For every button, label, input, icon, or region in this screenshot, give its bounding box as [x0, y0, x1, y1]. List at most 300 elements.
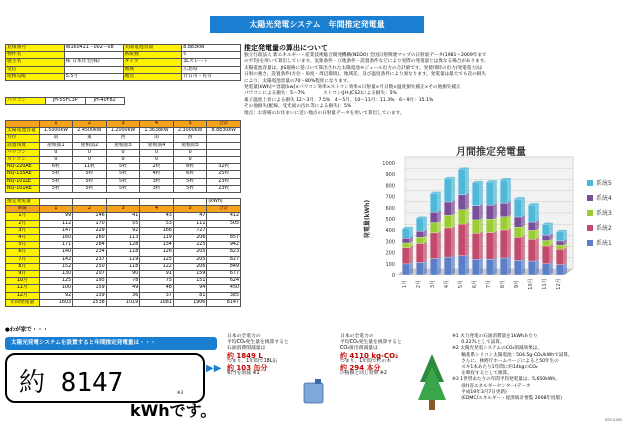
month-cell: 849 — [207, 263, 241, 270]
spec-cell: 5枚 — [39, 171, 73, 178]
bar-side-系統2 — [452, 226, 455, 257]
bar-segment-系統3 — [500, 217, 508, 230]
spec-cell: 5枚 — [73, 178, 107, 185]
bar-side-系統2 — [564, 247, 567, 265]
bar-side-系統2 — [480, 231, 483, 259]
bar-segment-系統1 — [486, 259, 494, 275]
month-cell: 225 — [173, 242, 207, 249]
spec-cell: 4枚 — [140, 171, 174, 178]
spec-header-cell: 3 — [106, 121, 140, 128]
co2-line-4: つまり、1年間で杉の木 — [340, 358, 392, 364]
info-value: 5 — [182, 52, 241, 59]
month-sub-cell: 4 — [140, 206, 174, 213]
info-value: 廿日市・佐方 — [182, 73, 241, 80]
spec-cell: NQ-101RE — [6, 185, 40, 192]
bar-side-系統4 — [480, 204, 483, 220]
info-label: 地域 — [123, 66, 182, 73]
bar-segment-系統3 — [430, 223, 438, 233]
bar-segment-系統3 — [416, 237, 424, 243]
explanation-line: パワコンによる損失：5〜7% ストコン(JH-JCS2)による損失：5% — [244, 91, 397, 97]
month-cell: 8月 — [6, 263, 40, 270]
bar-side-系統5 — [452, 177, 455, 202]
x-tick-label: 11月 — [542, 278, 548, 290]
pc-table — [5, 97, 125, 105]
month-cell: 91 — [140, 271, 174, 278]
legend-label: 系統3 — [596, 210, 612, 217]
bar-side-系統2 — [410, 246, 413, 264]
bar-segment-系統4 — [416, 231, 424, 237]
spec-cell: 屋根面3 — [106, 142, 140, 149]
month-cell: 229 — [73, 227, 107, 234]
spec-table — [5, 120, 241, 193]
monthly-table — [5, 198, 241, 307]
spec-header-cell: 2 — [73, 121, 107, 128]
month-cell: 624 — [207, 278, 241, 285]
spec-cell: 南 — [140, 135, 174, 142]
explanation-line: 独立行政法人 新エネルギー・産業技術総合開発機構(NEDO) 全国日射関連マップの日射量データ(1981〜2009年まで — [244, 53, 487, 58]
bar-side-系統4 — [438, 210, 441, 222]
spec-cell: 5枚 — [106, 185, 140, 192]
footnote-line: 軸基系シリコン太陽電池 : 504.5g-CO₂/kWhで試算。 — [452, 352, 573, 358]
oil-count: 約 103 缶分 — [227, 364, 268, 373]
month-cell: 151 — [173, 278, 207, 285]
month-cell: 142 — [39, 256, 73, 263]
legend-swatch — [587, 210, 593, 216]
month-sub-cell: 合計 — [207, 206, 241, 213]
month-cell: 81 — [173, 292, 207, 299]
spec-cell: 1.5000kW — [39, 128, 73, 135]
bar-side-系統1 — [494, 257, 497, 275]
bar-segment-系統4 — [444, 202, 452, 215]
bar-side-系統1 — [452, 255, 455, 275]
month-cell: 118 — [106, 263, 140, 270]
month-total-cell: 1019 — [106, 299, 140, 306]
bar-side-系統5 — [466, 167, 469, 194]
footnote-line: (EDMC/エネルギー・経済統計要覧 2008年度版) — [452, 396, 562, 402]
bar-segment-系統5 — [416, 218, 424, 231]
month-sub-cell: 5 — [173, 206, 207, 213]
month-cell: 857 — [207, 235, 241, 242]
bar-segment-系統4 — [556, 241, 564, 245]
bar-segment-系統4 — [430, 212, 438, 222]
bar-segment-系統2 — [416, 243, 424, 262]
bar-segment-系統3 — [514, 227, 522, 237]
month-cell: 152 — [39, 263, 73, 270]
month-cell: 75 — [140, 278, 174, 285]
month-sub-cell: 3 — [106, 206, 140, 213]
month-cell: 37 — [140, 292, 174, 299]
oil-line-4: つまり、1年間で18L缶 — [227, 358, 278, 364]
bar-side-系統1 — [522, 258, 525, 275]
spec-cell: 5枚 — [73, 171, 107, 178]
oil-can-icon — [301, 378, 327, 404]
month-cell: 47 — [173, 213, 207, 220]
bar-side-系統2 — [424, 241, 427, 262]
x-tick-label: 12月 — [556, 278, 562, 290]
spec-cell: 1.2000kW — [106, 128, 140, 135]
spec-cell: NQ-101LE — [6, 178, 40, 185]
month-cell: 237 — [73, 256, 107, 263]
x-tick-label: 7月 — [486, 279, 492, 289]
spec-cell: 屋根面4 — [140, 142, 174, 149]
month-cell: 677 — [207, 271, 241, 278]
spec-cell: 3枚 — [140, 185, 174, 192]
info-value: 5.5寸 — [64, 73, 123, 80]
annual-value — [19, 362, 123, 399]
value-prefix: 約 — [19, 368, 46, 398]
spec-header-cell: 合計 — [207, 121, 241, 128]
bar-segment-系統1 — [402, 264, 410, 275]
legend-swatch — [587, 225, 593, 231]
spec-cell: 32枚 — [207, 164, 241, 171]
month-cell: 49 — [106, 285, 140, 292]
bar-side-系統1 — [508, 256, 511, 275]
bar-side-系統5 — [508, 178, 511, 203]
spec-cell: 西 — [173, 135, 207, 142]
explanation-line: 日射の強さ、設置条件(方位・角度・周辺環境)、地域差、及び温度条件により異なります。発電量は最大でも次の損失 — [244, 72, 486, 78]
pc-model-2: JH-40FB2 — [85, 98, 125, 105]
month-cell: 113 — [106, 235, 140, 242]
bar-segment-系統2 — [542, 246, 550, 264]
value-number: 8147 — [60, 368, 124, 398]
bar-segment-系統5 — [444, 179, 452, 202]
explanation-line: 発電量[kWh]＝容量[kw]×パワコン効率×ストコン効率×日射量×月日数×温度損失補正×その他損失補正 — [244, 85, 461, 91]
month-cell: 125 — [140, 256, 174, 263]
month-cell: 126 — [140, 249, 174, 256]
spec-cell: 方位 — [6, 135, 40, 142]
x-tick-label: 5月 — [458, 279, 464, 289]
month-cell: 385 — [207, 292, 241, 299]
info-label: 系統数 — [123, 52, 182, 59]
bar-side-系統4 — [494, 203, 497, 219]
month-cell: 90 — [106, 271, 140, 278]
bar-segment-系統5 — [458, 169, 466, 194]
y-tick-label: 700 — [385, 194, 395, 201]
y-tick-label: 1000 — [382, 161, 395, 167]
co2-amount: 約 4110 kg-CO₂ — [340, 351, 399, 360]
bar-segment-系統2 — [486, 233, 494, 260]
month-cell: 2月 — [6, 220, 40, 227]
spec-cell: 東 — [73, 135, 107, 142]
month-cell: 505 — [207, 220, 241, 227]
bar-segment-系統4 — [486, 205, 494, 219]
bar-segment-系統1 — [500, 258, 508, 275]
legend-swatch — [587, 180, 593, 186]
month-cell: 92 — [106, 227, 140, 234]
bar-side-系統1 — [480, 257, 483, 275]
info-value: W160421－002－08 — [64, 45, 123, 52]
spec-cell: 0 — [73, 149, 107, 156]
bar-segment-系統3 — [542, 241, 550, 246]
month-header-cell: 推定発電量 — [6, 199, 40, 206]
month-cell: 942 — [207, 242, 241, 249]
info-label: 地点 — [123, 73, 182, 80]
month-cell: 119 — [140, 235, 174, 242]
month-cell: 171 — [39, 242, 73, 249]
month-cell: 10月 — [6, 278, 40, 285]
spec-cell: 屋根面5 — [173, 142, 207, 149]
bar-side-系統2 — [508, 228, 511, 258]
x-tick-label: 1月 — [402, 279, 408, 289]
oil-amount: 約 1849 L — [227, 351, 263, 360]
month-cell: 112 — [39, 220, 73, 227]
footnotes — [452, 334, 630, 402]
pc-model-1: JH-55FC3P — [46, 98, 86, 105]
spec-cell: 5枚 — [73, 185, 107, 192]
month-cell: 147 — [39, 227, 73, 234]
y-tick-label: 100 — [385, 261, 395, 268]
info-value: 8.883kW — [182, 45, 241, 52]
month-cell: 206 — [173, 263, 207, 270]
bar-segment-系統5 — [402, 229, 410, 238]
bar-side-系統5 — [424, 216, 427, 231]
y-tick-label: 400 — [385, 228, 395, 235]
spec-cell: 11枚 — [73, 164, 107, 171]
footnote-line: (財)省エネルギーセンター(データ — [452, 383, 531, 389]
month-cell: 11月 — [6, 285, 40, 292]
bar-segment-系統3 — [556, 245, 564, 249]
tree-icon — [416, 352, 448, 412]
y-axis-label: 発電量(kWh) — [364, 199, 371, 239]
oil-saving-box — [227, 334, 329, 414]
bar-segment-系統2 — [556, 249, 564, 265]
bar-side-系統1 — [536, 259, 539, 275]
month-total-cell: 2538 — [73, 299, 107, 306]
x-tick-label: 10月 — [528, 278, 534, 290]
y-tick-label: 800 — [385, 183, 395, 190]
y-tick-label: 0 — [391, 273, 395, 279]
spec-cell: 0 — [106, 157, 140, 164]
bar-segment-系統1 — [472, 259, 480, 275]
footnote-line: 0.227Lとして試算。 — [452, 340, 505, 346]
y-tick-label: 500 — [385, 217, 395, 223]
monthly-chart — [355, 141, 627, 308]
explanation-line: 太陽電池容量は、JIS規格に基づいて算出された太陽電池モジュール出力の合計値です。実使用時の出力(発電電力)は — [244, 65, 483, 71]
spec-cell: 南 — [39, 135, 73, 142]
month-cell: 92 — [39, 292, 73, 299]
spec-cell: 2.4500kW — [73, 128, 107, 135]
bar-segment-系統1 — [514, 260, 522, 275]
note-ref: ※3 — [177, 390, 183, 395]
bar-segment-系統4 — [472, 206, 480, 220]
oil-line-3: 石油消費削減量は — [227, 346, 266, 352]
info-label: タイプ — [123, 59, 182, 66]
month-cell: 146 — [73, 213, 107, 220]
section-title: 推定発電量の算出について — [244, 44, 328, 52]
bar-side-系統1 — [564, 263, 567, 275]
month-sub-cell: 2 — [73, 206, 107, 213]
month-cell: 234 — [73, 249, 107, 256]
bar-segment-系統2 — [472, 233, 480, 259]
bar-segment-系統3 — [472, 220, 480, 233]
month-cell: 43 — [140, 213, 174, 220]
spec-cell: 5枚 — [106, 178, 140, 185]
month-header-cell — [73, 199, 107, 206]
info-value: 広島県 — [182, 66, 241, 73]
legend-label: 系統2 — [596, 225, 612, 232]
month-cell: 6月 — [6, 249, 40, 256]
month-cell: 130 — [39, 271, 73, 278]
bar-side-系統3 — [452, 213, 455, 228]
version-code: SSY-0-WS — [605, 418, 622, 422]
x-tick-label: 9月 — [514, 279, 520, 289]
co2-saving-box — [340, 334, 448, 414]
month-cell: 118 — [106, 249, 140, 256]
month-total-cell: 1081 — [140, 299, 174, 306]
month-cell: 134 — [140, 242, 174, 249]
month-cell: 7月 — [6, 256, 40, 263]
month-cell: 53 — [140, 220, 174, 227]
info-table — [5, 44, 241, 81]
info-value — [64, 52, 123, 59]
annual-value-box — [5, 353, 205, 403]
spec-cell: パワコン — [6, 149, 40, 156]
month-cell: 195 — [73, 278, 107, 285]
legend-swatch — [587, 195, 593, 201]
x-tick-label: 2月 — [416, 279, 422, 289]
bar-side-系統1 — [410, 262, 413, 275]
month-total-cell: 8147 — [207, 299, 241, 306]
y-tick-label: 900 — [385, 172, 395, 179]
spec-cell: 8枚 — [173, 164, 207, 171]
bar-side-系統1 — [550, 262, 553, 275]
spec-cell: 6枚 — [173, 171, 207, 178]
spec-cell: 0 — [39, 157, 73, 164]
bar-side-系統4 — [466, 193, 469, 210]
info-label: 受信 — [6, 66, 65, 73]
legend-swatch — [587, 240, 593, 246]
footnote-line: スギ1本あたり1年間に約14kgのCO₂ — [452, 365, 538, 371]
spec-cell: 5枚 — [106, 171, 140, 178]
spec-cell: 0 — [106, 149, 140, 156]
month-cell: 125 — [39, 278, 73, 285]
info-label: 施主名 — [6, 59, 65, 66]
bar-segment-系統5 — [514, 199, 522, 217]
month-cell: 1月 — [6, 213, 40, 220]
explanation-line: の平均)を用いて算出しています。気象条件・立地条件・設置条件などにより実際の発電量とは異なる場合があります。 — [244, 59, 489, 65]
bar-segment-系統2 — [528, 239, 536, 261]
bar-segment-系統1 — [416, 262, 424, 275]
spec-cell: 西 — [106, 135, 140, 142]
y-tick-label: 300 — [385, 239, 395, 246]
spec-cell: 0 — [39, 149, 73, 156]
spec-cell: 太陽電池容量 — [6, 128, 40, 135]
spec-cell: NQ-220AE — [6, 164, 40, 171]
arrow-icon: ▶▶ — [206, 363, 222, 374]
bar-side-系統5 — [494, 180, 497, 205]
explanation-text — [244, 53, 628, 117]
month-cell: 119 — [106, 256, 140, 263]
bar-segment-系統2 — [500, 230, 508, 258]
spec-cell: 0 — [140, 157, 174, 164]
bar-segment-系統4 — [528, 222, 536, 230]
month-cell: 139 — [73, 292, 107, 299]
month-cell: 205 — [173, 249, 207, 256]
spec-cell: 6枚 — [39, 164, 73, 171]
bar-side-系統2 — [466, 222, 469, 256]
bar-segment-系統5 — [556, 232, 564, 241]
co2-line-2: 平均CO₂発生量を換算すると — [340, 340, 402, 346]
bar-side-系統2 — [438, 231, 441, 259]
spec-cell: 5枚 — [39, 178, 73, 185]
bar-side-系統3 — [438, 221, 441, 233]
spec-header-cell: 1 — [39, 121, 73, 128]
footnote-line: ※2 太陽光発電システムのCO₂削減効果は、 — [452, 346, 542, 352]
co2-line-3: CO₂排出削減量は — [340, 346, 378, 352]
info-label: 見積番号 — [6, 45, 65, 52]
spec-cell: 2.3000kW — [173, 128, 207, 135]
bar-segment-系統3 — [458, 210, 466, 224]
spec-cell: 設置角度 — [6, 142, 40, 149]
bar-side-系統4 — [522, 215, 525, 227]
y-tick-label: 600 — [385, 205, 395, 212]
bar-segment-系統1 — [542, 264, 550, 275]
month-cell — [207, 227, 241, 234]
month-sub-cell: 系統 — [6, 206, 40, 213]
bar-segment-系統2 — [514, 237, 522, 260]
bar-side-系統2 — [522, 235, 525, 260]
bar-side-系統3 — [480, 218, 483, 233]
month-cell: 99 — [39, 213, 73, 220]
bar-segment-系統1 — [430, 259, 438, 275]
footnote-line: ※3 1世帯あたりの年間平均発電量は、5,650kWh。 — [452, 377, 560, 383]
footnote-line: ※1 火力発電の石油消費量を1kWhあたり — [452, 334, 538, 339]
bar-side-系統3 — [508, 215, 511, 230]
month-cell: 128 — [106, 242, 140, 249]
spec-header-cell: 4 — [140, 121, 174, 128]
explanation-line: 素子温度上昇による損失 12〜3月：7.5% 4〜5月、10〜11月：11.3% 6〜9月：15.1% — [244, 97, 434, 103]
info-label: 太陽電池容量 — [123, 45, 182, 52]
month-cell: 260 — [73, 235, 107, 242]
bar-side-系統1 — [466, 254, 469, 275]
bar-segment-系統5 — [486, 182, 494, 205]
spec-header-cell — [6, 121, 40, 128]
month-total-cell: 年間発電量 — [6, 299, 40, 306]
page-title: 太陽光発電システム 年間推定発電量 — [210, 16, 424, 33]
month-cell: 41 — [106, 213, 140, 220]
bar-side-系統2 — [494, 231, 497, 260]
bar-segment-系統1 — [528, 261, 536, 275]
month-cell: 55 — [106, 220, 140, 227]
bar-segment-系統4 — [542, 235, 550, 240]
month-cell: 5月 — [6, 242, 40, 249]
month-cell: 48 — [140, 285, 174, 292]
spec-cell: 屋根面1 — [39, 142, 73, 149]
month-cell: 166 — [140, 227, 174, 234]
chart-title: 月間推定発電量 — [456, 147, 526, 158]
spec-cell — [207, 135, 241, 142]
bar-segment-系統3 — [528, 230, 536, 239]
spec-cell: 0 — [73, 157, 107, 164]
month-cell: 727 — [173, 227, 207, 234]
bar-side-系統3 — [522, 225, 525, 237]
bar-side-系統4 — [508, 201, 511, 217]
bar-side-系統3 — [466, 208, 469, 224]
bar-side-系統5 — [550, 223, 553, 236]
co2-line-1: 日本の全電力の — [340, 334, 374, 339]
info-label: 屋根勾配 — [6, 73, 65, 80]
x-tick-label: 4月 — [444, 279, 450, 289]
spec-cell: 2枚 — [140, 164, 174, 171]
bar-side-系統1 — [438, 257, 441, 275]
bar-segment-系統2 — [458, 224, 466, 256]
bar-segment-系統3 — [444, 215, 452, 228]
month-cell: 4月 — [6, 235, 40, 242]
oil-line-2: 平均CO₂発生量を換算すると — [227, 340, 289, 346]
bar-segment-系統4 — [514, 217, 522, 227]
info-label: 物件名 — [6, 52, 65, 59]
month-cell: 450 — [207, 285, 241, 292]
